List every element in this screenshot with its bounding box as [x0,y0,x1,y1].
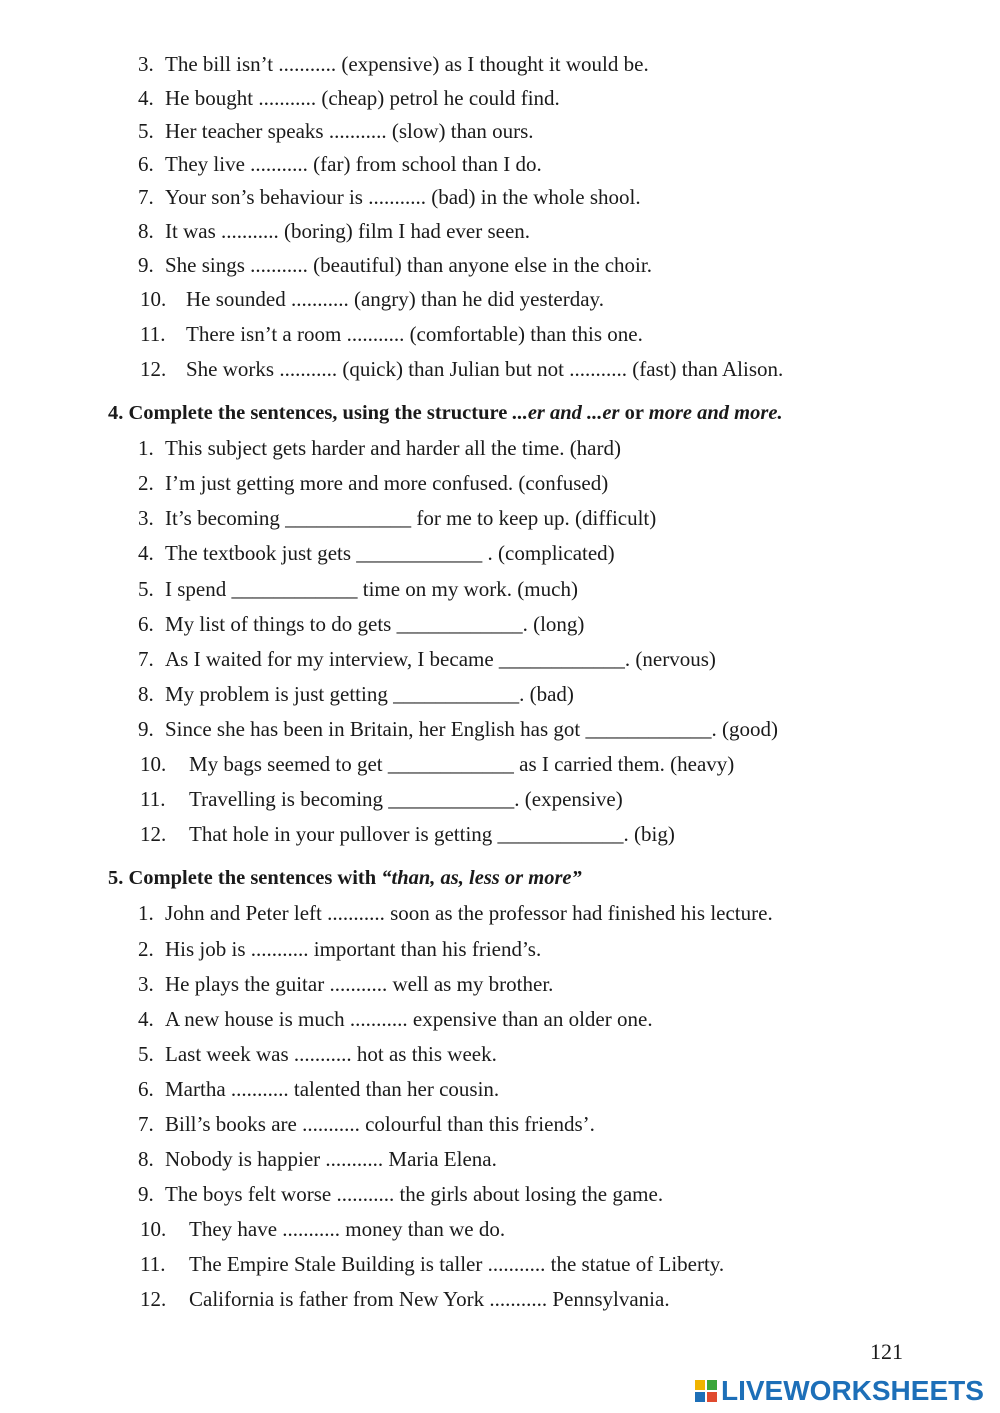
list-item: 8. My problem is just getting ____________. (bad) [138,682,574,706]
list-item: 6. My list of things to do gets ____________. (long) [138,612,585,636]
list-item: 8. It was ........... (boring) film I had ever seen. [138,219,531,243]
section-5-heading: 5. Complete the sentences with “than, as, less or more” [108,867,582,889]
list-item: 11. The Empire Stale Building is taller ........... the statue of Liberty. [140,1252,725,1276]
brand-name: LIVEWORKSHEETS [721,1375,984,1406]
list-item: 3. He plays the guitar ........... well as my brother. [138,972,554,996]
list-item: 6. Martha ........... talented than her cousin. [138,1077,500,1101]
list-item: 5. Last week was ........... hot as this week. [138,1042,497,1066]
page-number: 121 [870,1339,903,1364]
list-item: 2. I’m just getting more and more confused. (confused) [138,471,609,495]
list-item: 4. A new house is much ........... expensive than an older one. [138,1007,653,1031]
list-item: 9. Since she has been in Britain, her English has got ____________. (good) [138,717,778,741]
liveworksheets-brand[interactable] [695,1376,984,1406]
section-4-heading: 4. Complete the sentences, using the structure ...er and ...er or more and more. [108,402,783,424]
list-item: 5. Her teacher speaks ........... (slow) than ours. [138,119,534,143]
list-item: 1. John and Peter left ........... soon as the professor had finished his lecture. [138,901,773,925]
list-item: 10. My bags seemed to get ____________ as I carried them. (heavy) [140,752,735,776]
list-item: 7. Bill’s books are ........... colourful than this friends’. [138,1112,595,1136]
list-item: 2. His job is ........... important than his friend’s. [138,937,542,961]
list-item: 5. I spend ____________ time on my work. (much) [138,577,578,601]
list-item: 3. The bill isn’t ........... (expensive) as I thought it would be. [138,52,649,76]
list-item: 12. That hole in your pullover is getting ____________. (big) [140,822,675,846]
list-item: 7. Your son’s behaviour is ........... (bad) in the whole shool. [138,185,641,209]
list-item: 10. He sounded ........... (angry) than he did yesterday. [140,287,604,311]
list-item: 11. Travelling is becoming ____________. (expensive) [140,787,623,811]
list-item: 3. It’s becoming ____________ for me to keep up. (difficult) [138,506,657,530]
list-item: 4. The textbook just gets ____________ . (complicated) [138,541,615,565]
list-item: 8. Nobody is happier ........... Maria Elena. [138,1147,497,1171]
list-item: 1. This subject gets harder and harder all the time. (hard) [138,436,621,460]
list-item: 11. There isn’t a room ........... (comfortable) than this one. [140,322,643,346]
list-item: 7. As I waited for my interview, I became ____________. (nervous) [138,647,716,671]
list-item: 4. He bought ........... (cheap) petrol he could find. [138,86,560,110]
list-item: 12. California is father from New York ........... Pennsylvania. [140,1287,670,1311]
list-item: 10. They have ........... money than we do. [140,1217,506,1241]
list-item: 12. She works ........... (quick) than Julian but not ........... (fast) than Alison. [140,357,784,381]
liveworksheets-logo-icon [695,1380,717,1402]
list-item: 9. She sings ........... (beautiful) than anyone else in the choir. [138,253,652,277]
list-item: 6. They live ........... (far) from school than I do. [138,152,542,176]
list-item: 9. The boys felt worse ........... the girls about losing the game. [138,1182,664,1206]
